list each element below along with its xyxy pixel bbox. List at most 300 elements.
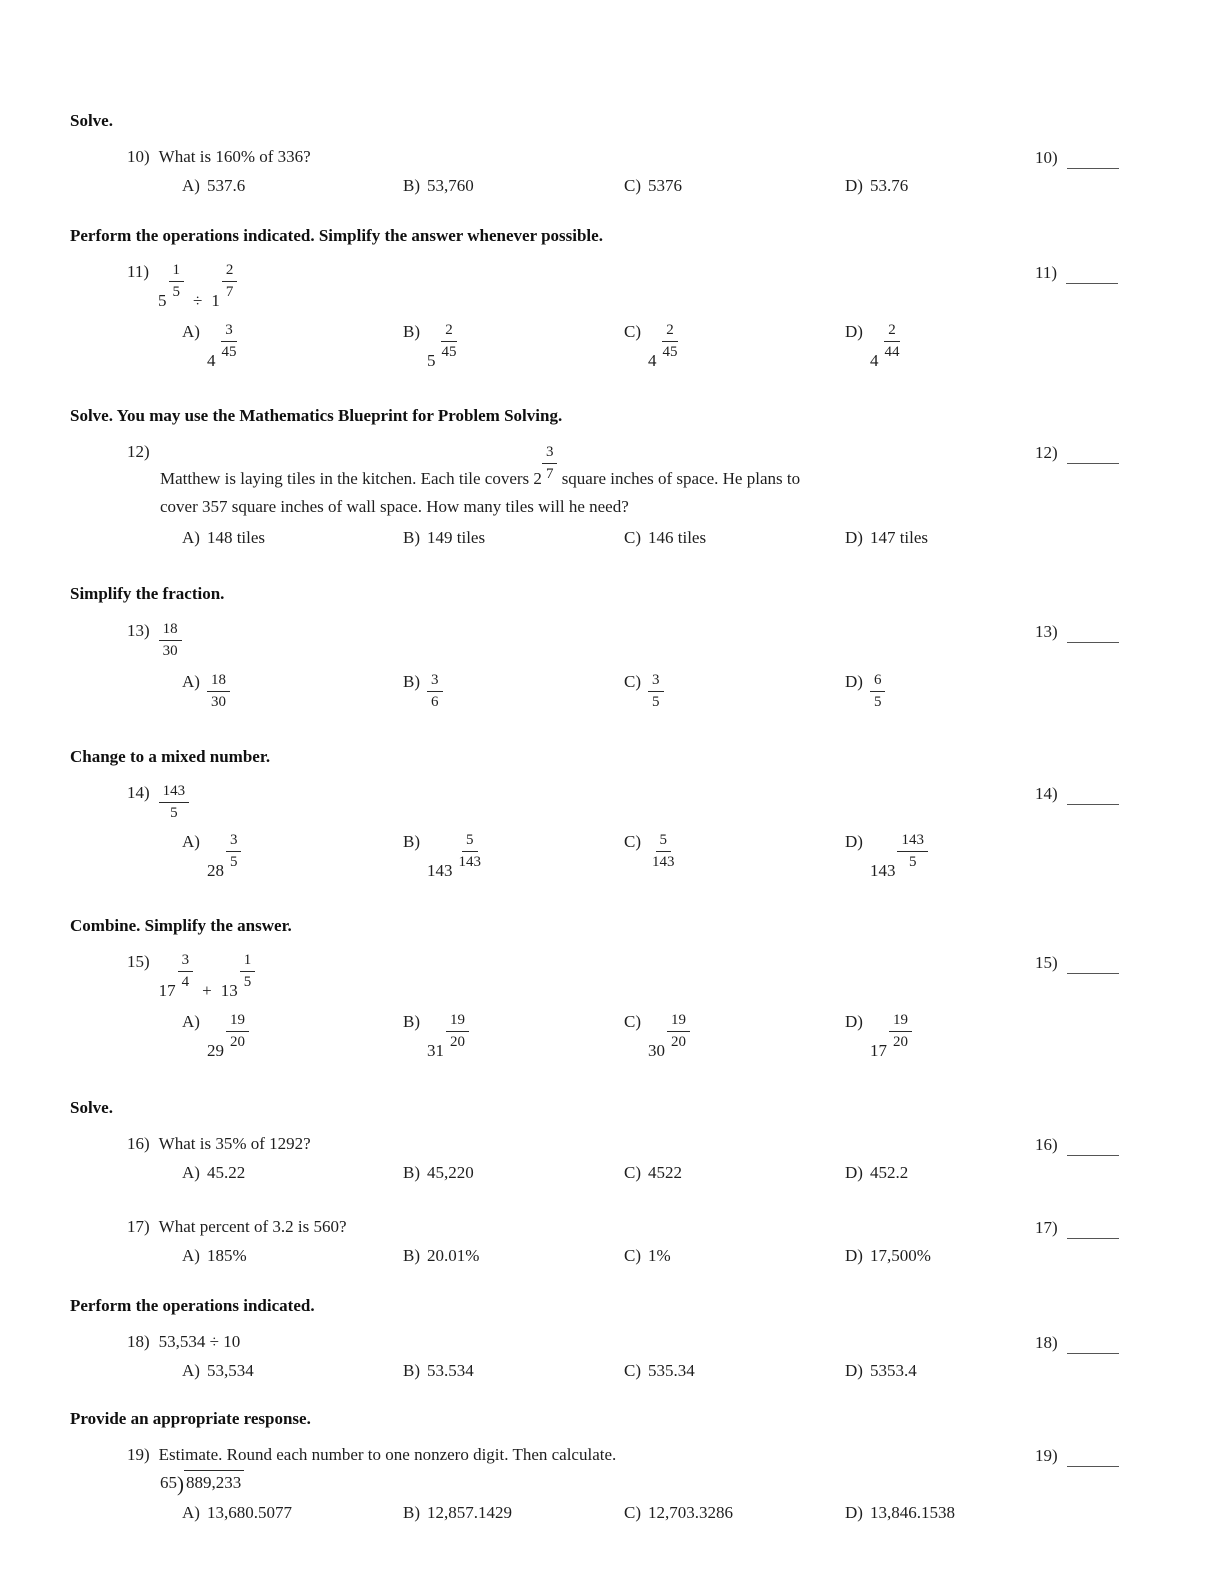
answer-blank — [1067, 959, 1119, 974]
fraction-numerator: 2 — [441, 321, 457, 342]
answer-blank — [1067, 1141, 1119, 1156]
fraction-numerator: 1 — [240, 951, 256, 972]
fraction-denominator: 5 — [908, 853, 917, 870]
section-title: Perform the operations indicated. Simplify the answer whenever possible. — [70, 226, 603, 246]
choice-value: 13,680.5077 — [206, 1503, 292, 1523]
choice-c — [624, 831, 845, 879]
answer-blank — [1066, 269, 1118, 284]
choice-letter: A) — [182, 671, 200, 691]
choice-letter: A) — [182, 1503, 200, 1523]
choice-a — [182, 1360, 403, 1382]
choice-letter: D) — [845, 1503, 863, 1523]
section-perform-operations-1 — [70, 225, 1176, 369]
answer-number: 16) — [1035, 1134, 1058, 1154]
answer-number: 11) — [1035, 263, 1058, 283]
fraction — [159, 782, 190, 823]
choice-a — [182, 671, 403, 712]
choice-a — [182, 1245, 403, 1267]
choice-b — [403, 1162, 624, 1184]
section-title: Provide an appropriate response. — [70, 1408, 311, 1428]
question-text: 53,534 ÷ 10 — [158, 1331, 241, 1351]
choice-letter: C) — [624, 1503, 641, 1523]
section-title: Change to a mixed number. — [70, 746, 271, 766]
question-number: 15) — [127, 951, 150, 971]
choice-d — [845, 175, 908, 197]
section-title: Perform the operations indicated. — [70, 1295, 315, 1315]
fraction-denominator: 5 — [243, 973, 252, 990]
choice-d — [845, 1502, 955, 1524]
choice-d — [845, 527, 928, 549]
math-expression — [158, 261, 237, 309]
choice-c — [624, 175, 845, 197]
choice-c — [624, 527, 845, 549]
mixed-whole: 5 — [427, 351, 436, 371]
choice-b — [403, 1360, 624, 1382]
choice-letter: C) — [624, 1162, 641, 1182]
fraction-numerator: 19 — [226, 1011, 249, 1032]
mixed-whole: 1 — [211, 291, 220, 311]
choice-letter: C) — [624, 528, 641, 548]
mixed-number — [427, 1011, 469, 1059]
fraction — [446, 1011, 469, 1052]
choice-letter: D) — [845, 1245, 863, 1265]
question-number: 18) — [127, 1331, 150, 1351]
section-simplify-fraction — [70, 583, 1176, 711]
fraction-numerator: 1 — [169, 261, 185, 282]
choice-a — [182, 1011, 403, 1059]
fraction-denominator: 20 — [671, 1033, 686, 1050]
fraction-denominator: 5 — [873, 693, 882, 710]
answer-number: 13) — [1035, 621, 1058, 641]
answer-slot-15 — [1035, 952, 1119, 974]
question-number: 16) — [127, 1133, 150, 1153]
fraction — [438, 321, 461, 362]
fraction-numerator: 2 — [662, 321, 678, 342]
mixed-number — [648, 1011, 690, 1059]
choice-letter: D) — [845, 831, 863, 851]
fraction-numerator: 18 — [159, 620, 182, 641]
fraction-numerator: 5 — [656, 831, 672, 852]
mixed-whole: 13 — [220, 980, 238, 1000]
division-bracket-icon: ) — [177, 1472, 184, 1497]
section-solve-2 — [70, 1097, 1176, 1267]
fraction-numerator: 143 — [159, 782, 190, 803]
fraction — [659, 321, 682, 362]
answer-slot-11 — [1035, 262, 1118, 284]
fraction-denominator: 20 — [229, 1033, 245, 1050]
section-title: Combine. Simplify the answer. — [70, 915, 292, 935]
choice-b — [403, 1245, 624, 1267]
choice-a — [182, 527, 403, 549]
mixed-whole: 4 — [869, 351, 879, 371]
choice-value: 20.01% — [427, 1245, 480, 1265]
fraction — [240, 951, 256, 992]
choice-a — [182, 831, 403, 879]
choice-letter: C) — [624, 1011, 641, 1031]
choice-b — [403, 831, 624, 879]
fraction — [226, 1011, 249, 1052]
answer-slot-13 — [1035, 621, 1119, 643]
fraction-numerator: 18 — [207, 671, 230, 692]
choice-value: 12,857.1429 — [427, 1503, 512, 1523]
choice-letter: B) — [403, 1162, 420, 1182]
fraction-denominator: 5 — [172, 284, 181, 301]
question-12 — [70, 441, 1176, 549]
operator-divide: ÷ — [193, 291, 203, 311]
choices-row — [182, 1011, 1176, 1059]
choice-letter: D) — [845, 528, 863, 548]
choice-letter: B) — [403, 1245, 420, 1265]
answer-slot-16 — [1035, 1134, 1119, 1156]
fraction-denominator: 5 — [229, 853, 238, 870]
fraction-denominator: 143 — [652, 853, 675, 870]
fraction — [870, 671, 886, 712]
fraction-numerator: 19 — [667, 1011, 690, 1032]
choice-letter: C) — [624, 176, 641, 196]
fraction — [178, 951, 194, 992]
choices-row — [182, 321, 1176, 369]
question-line — [127, 1331, 1176, 1353]
mixed-whole: 143 — [869, 860, 896, 880]
mixed-whole: 30 — [648, 1040, 665, 1060]
choice-d — [845, 831, 928, 879]
choice-b — [403, 321, 624, 369]
mixed-number — [427, 321, 461, 369]
choice-value: 12,703.3286 — [648, 1503, 733, 1523]
choices-row — [182, 1245, 1176, 1267]
answer-blank — [1067, 790, 1119, 805]
fraction-denominator: 45 — [221, 344, 237, 361]
answer-number: 19) — [1035, 1446, 1058, 1466]
fraction-numerator: 3 — [648, 671, 664, 692]
section-change-mixed-number — [70, 746, 1176, 879]
fraction — [217, 321, 240, 362]
choice-d — [845, 1360, 917, 1382]
section-title: Solve. — [70, 111, 113, 131]
answer-slot-19 — [1035, 1445, 1119, 1467]
fraction-numerator: 2 — [222, 261, 238, 282]
operator-plus: + — [202, 980, 212, 1000]
choice-c — [624, 1162, 845, 1184]
mixed-number — [870, 831, 928, 879]
choice-letter: A) — [182, 176, 200, 196]
answer-blank — [1067, 1339, 1119, 1354]
question-text: Estimate. Round each number to one nonzero digit. Then calculate. — [158, 1445, 617, 1465]
question-number: 10) — [127, 147, 150, 167]
section-title: Simplify the fraction. — [70, 584, 225, 604]
section-solve-1 — [70, 110, 1176, 197]
question-18 — [70, 1331, 1176, 1382]
fraction-numerator: 3 — [226, 831, 242, 852]
fraction-numerator: 3 — [178, 951, 194, 972]
choice-value: 53.534 — [427, 1360, 474, 1380]
answer-number: 12) — [1035, 443, 1058, 463]
fraction — [427, 671, 443, 712]
choice-value: 53,760 — [427, 176, 474, 196]
choice-letter: B) — [403, 528, 420, 548]
fraction — [159, 620, 182, 661]
choice-letter: B) — [403, 1360, 420, 1380]
fraction-denominator: 7 — [225, 284, 234, 301]
fraction — [222, 261, 238, 302]
choice-letter: B) — [403, 176, 420, 196]
choice-c — [624, 1502, 845, 1524]
choice-value: 53.76 — [869, 176, 909, 196]
question-text: What percent of 3.2 is 560? — [158, 1216, 347, 1236]
mixed-number — [221, 951, 256, 999]
choice-letter: D) — [845, 1011, 863, 1031]
choice-value: 1% — [648, 1245, 671, 1265]
section-title: Solve. You may use the Mathematics Blueprint for Problem Solving. — [70, 406, 563, 426]
question-line — [127, 1216, 1176, 1238]
mixed-whole: 4 — [648, 351, 657, 371]
choices-row — [182, 1162, 1176, 1184]
fraction-denominator: 5 — [170, 804, 178, 821]
section-blueprint-solve — [70, 405, 1176, 549]
question-text: What is 35% of 1292? — [158, 1133, 311, 1153]
mixed-whole: 29 — [206, 1040, 224, 1060]
answer-number: 17) — [1035, 1217, 1058, 1237]
choices-row — [182, 175, 1176, 197]
section-appropriate-response — [70, 1408, 1176, 1524]
section-combine-simplify — [70, 915, 1176, 1059]
fraction — [169, 261, 185, 302]
mixed-whole: 31 — [427, 1040, 444, 1060]
choice-letter: A) — [182, 1011, 200, 1031]
fraction — [880, 321, 903, 362]
mixed-whole: 17 — [869, 1040, 887, 1060]
choice-value: 537.6 — [206, 176, 246, 196]
fraction-numerator: 5 — [462, 831, 478, 852]
choice-c — [624, 1011, 845, 1059]
question-line — [127, 782, 1176, 823]
fraction — [897, 831, 928, 872]
choice-d — [845, 1011, 912, 1059]
mixed-whole: 28 — [206, 860, 224, 880]
fraction-denominator: 30 — [210, 693, 226, 710]
question-line — [127, 620, 1176, 661]
answer-number: 10) — [1035, 148, 1058, 168]
mixed-number — [159, 951, 194, 999]
choice-value: 5376 — [648, 176, 682, 196]
fraction — [648, 831, 679, 872]
choice-letter: A) — [182, 1245, 200, 1265]
choice-value: 452.2 — [869, 1162, 909, 1182]
question-line — [127, 1444, 1176, 1466]
fraction-denominator: 45 — [662, 344, 678, 361]
mixed-whole: 5 — [158, 291, 167, 311]
question-16 — [70, 1133, 1176, 1184]
mixed-number — [648, 321, 682, 369]
choice-a — [182, 1162, 403, 1184]
fraction-numerator: 3 — [542, 443, 558, 464]
fraction-denominator: 6 — [431, 693, 439, 710]
answer-blank — [1067, 154, 1119, 169]
answer-blank — [1067, 449, 1119, 464]
choice-c — [624, 321, 845, 369]
choice-value: 148 tiles — [206, 528, 266, 548]
choices-row — [182, 671, 1176, 712]
fraction-denominator: 143 — [458, 853, 481, 870]
choice-b — [403, 527, 624, 549]
choices-row — [182, 831, 1176, 879]
mixed-number — [207, 831, 242, 879]
fraction-numerator: 3 — [221, 321, 237, 342]
choice-a — [182, 175, 403, 197]
answer-slot-10 — [1035, 147, 1119, 169]
fraction-numerator: 2 — [884, 321, 900, 342]
choice-b — [403, 1011, 624, 1059]
mixed-whole: 143 — [427, 860, 453, 880]
fraction-denominator: 20 — [892, 1033, 908, 1050]
fraction-numerator: 3 — [427, 671, 443, 692]
fraction — [207, 671, 230, 712]
choice-letter: C) — [624, 671, 641, 691]
choice-letter: D) — [845, 1162, 863, 1182]
choice-value: 146 tiles — [648, 528, 707, 548]
choice-b — [403, 1502, 624, 1524]
choice-value: 53,534 — [206, 1360, 254, 1380]
question-line — [127, 261, 1176, 309]
choice-letter: A) — [182, 1360, 200, 1380]
long-division — [160, 1470, 244, 1497]
choice-letter: B) — [403, 671, 420, 691]
division-dividend: 889,233 — [184, 1470, 244, 1494]
question-number: 12) — [127, 442, 150, 462]
choice-d — [845, 1162, 908, 1184]
choices-row — [182, 1502, 1176, 1524]
choice-d — [845, 1245, 931, 1267]
fraction-denominator: 5 — [652, 693, 660, 710]
answer-blank — [1067, 628, 1119, 643]
choice-b — [403, 671, 624, 712]
mixed-number — [870, 1011, 912, 1059]
choice-a — [182, 321, 403, 369]
division-divisor: 65 — [160, 1473, 177, 1493]
long-division-line — [160, 1470, 1176, 1497]
question-number: 17) — [127, 1216, 150, 1236]
answer-slot-12 — [1035, 442, 1119, 464]
fraction — [648, 671, 664, 712]
problem-text-part: cover 357 square inches of wall space. How many tiles will he need? — [160, 497, 629, 517]
choice-c — [624, 671, 845, 712]
choice-value: 13,846.1538 — [869, 1503, 955, 1523]
choice-value: 147 tiles — [869, 528, 929, 548]
answer-slot-17 — [1035, 1217, 1119, 1239]
question-number: 13) — [127, 620, 150, 640]
choice-c — [624, 1360, 845, 1382]
question-line — [127, 951, 1176, 999]
question-13 — [70, 620, 1176, 712]
mixed-number — [211, 261, 237, 309]
choice-value: 45.22 — [206, 1162, 246, 1182]
question-line — [127, 1133, 1176, 1155]
mixed-number — [870, 321, 904, 369]
fraction-numerator: 19 — [446, 1011, 469, 1032]
choice-letter: D) — [845, 671, 863, 691]
question-text: What is 160% of 336? — [158, 147, 311, 167]
mixed-whole: 4 — [206, 351, 216, 371]
fraction-denominator: 20 — [450, 1033, 465, 1050]
choice-letter: C) — [624, 1245, 641, 1265]
fraction-numerator: 19 — [889, 1011, 912, 1032]
choice-value: 535.34 — [648, 1360, 695, 1380]
choices-row — [182, 527, 1176, 549]
choice-letter: A) — [182, 831, 200, 851]
section-perform-operations-2 — [70, 1295, 1176, 1382]
choice-letter: D) — [845, 1360, 863, 1380]
fraction-numerator: 6 — [870, 671, 886, 692]
question-number: 11) — [127, 262, 150, 282]
mixed-whole: 17 — [158, 980, 176, 1000]
problem-text-part: Matthew is laying tiles in the kitchen. Each tile covers 2 — [160, 469, 542, 489]
answer-number: 18) — [1035, 1332, 1058, 1352]
math-expression — [159, 951, 256, 999]
answer-slot-14 — [1035, 783, 1119, 805]
choice-letter: C) — [624, 1360, 641, 1380]
choice-letter: D) — [845, 322, 863, 342]
fraction-numerator: 143 — [897, 831, 928, 852]
choice-letter: C) — [624, 322, 641, 342]
mixed-number — [427, 831, 485, 879]
choice-letter: B) — [403, 1503, 420, 1523]
answer-slot-18 — [1035, 1332, 1119, 1354]
question-number: 19) — [127, 1445, 150, 1465]
choice-value: 185% — [206, 1245, 247, 1265]
question-17 — [70, 1216, 1176, 1267]
choice-letter: A) — [182, 1162, 200, 1182]
fraction-denominator: 7 — [545, 466, 554, 483]
fraction-denominator: 4 — [181, 973, 190, 990]
choice-c — [624, 1245, 845, 1267]
choices-row — [182, 1360, 1176, 1382]
word-problem-text — [160, 443, 1005, 521]
choice-d — [845, 671, 885, 712]
question-line — [127, 146, 1176, 168]
question-19 — [70, 1444, 1176, 1524]
question-15 — [70, 951, 1176, 1059]
question-number: 14) — [127, 782, 150, 802]
choice-value: 5353.4 — [869, 1360, 917, 1380]
answer-blank — [1067, 1452, 1119, 1467]
choice-d — [845, 321, 903, 369]
answer-number: 14) — [1035, 783, 1058, 803]
choice-letter: A) — [182, 528, 200, 548]
fraction — [667, 1011, 690, 1052]
choice-letter: C) — [624, 831, 641, 851]
answer-number: 15) — [1035, 952, 1058, 972]
problem-text-part: square inches of space. He plans to — [561, 469, 801, 489]
choice-a — [182, 1502, 403, 1524]
question-14 — [70, 782, 1176, 879]
choice-letter: B) — [403, 322, 420, 342]
mixed-number — [207, 1011, 249, 1059]
choice-value: 4522 — [648, 1162, 682, 1182]
choice-value: 149 tiles — [427, 528, 486, 548]
choice-value: 45,220 — [427, 1162, 474, 1182]
mixed-number — [207, 321, 241, 369]
fraction — [542, 443, 558, 484]
question-11 — [70, 261, 1176, 369]
question-10 — [70, 146, 1176, 197]
answer-blank — [1067, 1224, 1119, 1239]
choice-value: 17,500% — [869, 1245, 931, 1265]
choice-letter: B) — [403, 831, 420, 851]
choice-letter: D) — [845, 176, 863, 196]
fraction — [226, 831, 242, 872]
choice-letter: A) — [182, 322, 200, 342]
fraction-denominator: 30 — [162, 642, 178, 659]
